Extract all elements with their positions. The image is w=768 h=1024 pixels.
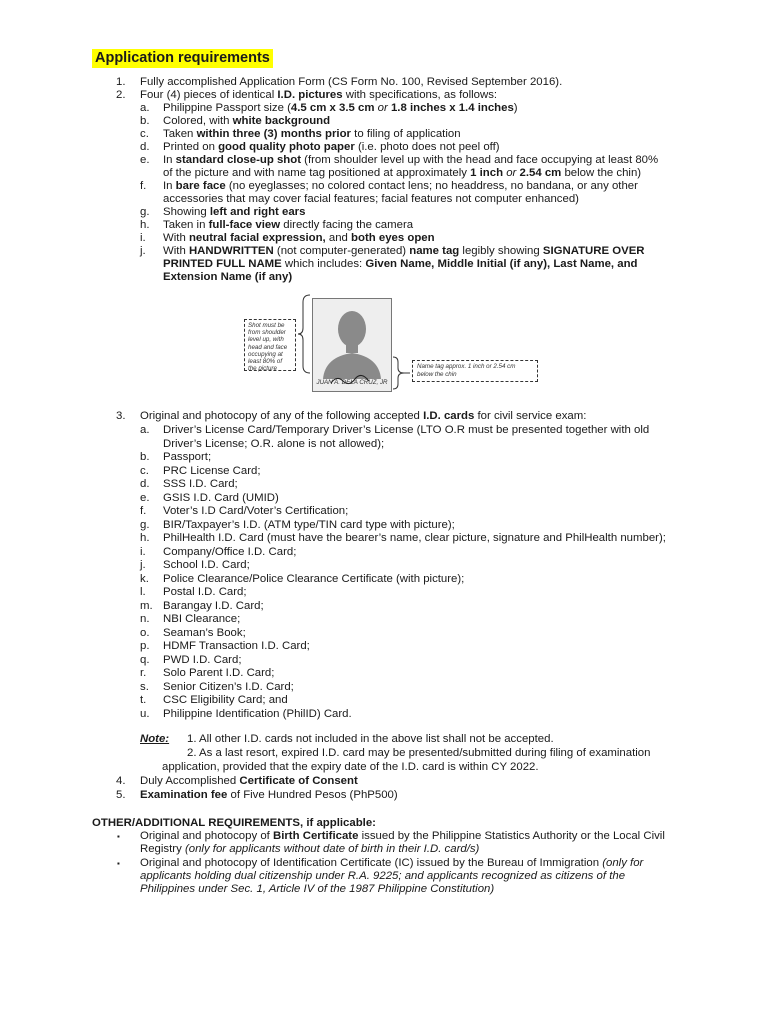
- id-list-letter: e.: [140, 492, 150, 504]
- id-list-item: PRC License Card;: [163, 465, 261, 477]
- id-list-letter: r.: [140, 667, 147, 679]
- id-list-item: Driver’s License; O.R. alone is not allowed);: [163, 438, 385, 450]
- id-list-letter: l.: [140, 586, 146, 598]
- id-list-item: SSS I.D. Card;: [163, 478, 238, 490]
- sub-letter: c.: [140, 128, 149, 140]
- requirement-text: Duly Accomplished Certificate of Consent: [140, 775, 358, 787]
- id-list-item: Senior Citizen’s I.D. Card;: [163, 681, 294, 693]
- requirement-text: Four (4) pieces of identical I.D. pictures with specifications, as follows:: [140, 89, 498, 101]
- id-list-item: NBI Clearance;: [163, 613, 241, 625]
- other-requirement: Original and photocopy of Identification Certificate (IC) issued by the Bureau of Immigration (only for: [140, 857, 644, 869]
- bullet-icon: ▪: [117, 832, 120, 841]
- id-list-item: School I.D. Card;: [163, 559, 250, 571]
- sub-letter: f.: [140, 180, 147, 192]
- id-list-item: Philippine Identification (PhilID) Card.: [163, 708, 352, 720]
- id-list-letter: j.: [140, 559, 146, 571]
- right-brace-icon: [392, 356, 410, 390]
- sub-item: Printed on good quality photo paper (i.e. photo does not peel off): [163, 141, 500, 153]
- sub-item: Philippine Passport size (4.5 cm x 3.5 cm or 1.8 inches x 1.4 inches): [163, 102, 518, 114]
- note-line: application, provided that the expiry date of the I.D. card is within CY 2022.: [162, 761, 539, 773]
- id-list-item: BIR/Taxpayer’s I.D. (ATM type/TIN card type with picture);: [163, 519, 455, 531]
- other-requirement: Original and photocopy of Birth Certificate issued by the Philippine Statistics Authority or the Local Civil: [140, 830, 665, 842]
- name-tag-note-box: Name tag approx. 1 inch or 2.54 cm below the chin: [412, 360, 538, 382]
- sub-letter: a.: [140, 102, 150, 114]
- id-photo-illustration: [240, 294, 550, 396]
- sub-item-continued: Extension Name (if any): [163, 271, 293, 283]
- sub-item: In bare face (no eyeglasses; no colored contact lens; no headdress, no bandana, or any other: [163, 180, 638, 192]
- sub-letter: d.: [140, 141, 150, 153]
- id-list-letter: c.: [140, 465, 149, 477]
- sub-item-continued: PRINTED FULL NAME which includes: Given Name, Middle Initial (if any), Last Name, and: [163, 258, 638, 270]
- note-label: Note:: [140, 733, 170, 745]
- requirement-text: Fully accomplished Application Form (CS Form No. 100, Revised September 2016).: [140, 76, 563, 88]
- item-number: 1.: [116, 76, 126, 88]
- signature-name: JUAN A. DELA CRUZ, JR: [316, 379, 388, 386]
- id-list-item: CSC Eligibility Card; and: [163, 694, 288, 706]
- id-list-letter: i.: [140, 546, 146, 558]
- sub-letter: j.: [140, 245, 146, 257]
- silhouette-icon: [313, 299, 391, 391]
- item-number: 4.: [116, 775, 126, 787]
- id-list-item: Seaman’s Book;: [163, 627, 246, 639]
- sub-letter: b.: [140, 115, 150, 127]
- id-list-item: Passport;: [163, 451, 212, 463]
- id-list-letter: h.: [140, 532, 150, 544]
- id-list-item: Voter’s I.D Card/Voter’s Certification;: [163, 505, 349, 517]
- other-requirement-continued: Philippines under Sec. 1, Article IV of the 1987 Philippine Constitution): [140, 883, 495, 895]
- other-requirement-continued: Registry (only for applicants without date of birth in their I.D. card/s): [140, 843, 480, 855]
- id-list-letter: u.: [140, 708, 150, 720]
- sub-item: In standard close-up shot (from shoulder level up with the head and face occupying at least 80%: [163, 154, 659, 166]
- sub-item-continued: of the picture and with name tag positioned at approximately 1 inch or 2.54 cm below the chin): [163, 167, 642, 179]
- sub-item: Taken in full-face view directly facing the camera: [163, 219, 414, 231]
- id-list-letter: k.: [140, 573, 149, 585]
- id-list-item: Police Clearance/Police Clearance Certificate (with picture);: [163, 573, 465, 585]
- id-list-item: PWD I.D. Card;: [163, 654, 242, 666]
- requirement-text: Original and photocopy of any of the following accepted I.D. cards for civil service exam:: [140, 410, 587, 422]
- id-list-item: Driver’s License Card/Temporary Driver’s License (LTO O.R must be presented together with old: [163, 424, 650, 436]
- id-list-letter: d.: [140, 478, 150, 490]
- sample-photo: [312, 298, 392, 392]
- id-list-item: Solo Parent I.D. Card;: [163, 667, 275, 679]
- id-list-letter: a.: [140, 424, 150, 436]
- id-list-letter: p.: [140, 640, 150, 652]
- sub-item: With HANDWRITTEN (not computer-generated) name tag legibly showing SIGNATURE OVER: [163, 245, 645, 257]
- sub-item: Showing left and right ears: [163, 206, 306, 218]
- sub-item-continued: accessories that may cover facial features; facial features not computer enhanced): [163, 193, 579, 205]
- sub-item: Colored, with white background: [163, 115, 331, 127]
- sub-letter: h.: [140, 219, 150, 231]
- other-requirement-continued: applicants holding dual citizenship under R.A. 9225; and applicants recognized as citizens of the: [140, 870, 626, 882]
- id-list-item: PhilHealth I.D. Card (must have the bearer’s name, clear picture, signature and PhilHealth number);: [163, 532, 666, 544]
- id-list-letter: b.: [140, 451, 150, 463]
- id-list-item: Barangay I.D. Card;: [163, 600, 264, 612]
- note-line: 1. All other I.D. cards not included in the above list shall not be accepted.: [187, 733, 554, 745]
- item-number: 5.: [116, 789, 126, 801]
- shot-note-box: Shot must be from shoulder level up, with head and face occupying at least 80% of the picture: [244, 319, 296, 371]
- id-list-letter: t.: [140, 694, 147, 706]
- page-title: Application requirements: [92, 49, 273, 68]
- item-number: 2.: [116, 89, 126, 101]
- sub-letter: g.: [140, 206, 150, 218]
- id-list-letter: n.: [140, 613, 150, 625]
- id-list-letter: s.: [140, 681, 149, 693]
- id-list-item: GSIS I.D. Card (UMID): [163, 492, 279, 504]
- sub-letter: i.: [140, 232, 146, 244]
- id-list-item: Company/Office I.D. Card;: [163, 546, 297, 558]
- other-requirements-heading: OTHER/ADDITIONAL REQUIREMENTS, if applicable:: [92, 817, 376, 829]
- id-list-letter: g.: [140, 519, 150, 531]
- note-line: 2. As a last resort, expired I.D. card may be presented/submitted during filing of examination: [187, 747, 651, 759]
- id-list-letter: o.: [140, 627, 150, 639]
- sub-item: Taken within three (3) months prior to filing of application: [163, 128, 461, 140]
- item-number: 3.: [116, 410, 126, 422]
- id-list-letter: q.: [140, 654, 150, 666]
- id-list-item: HDMF Transaction I.D. Card;: [163, 640, 310, 652]
- bullet-icon: ▪: [117, 859, 120, 868]
- id-list-item: Postal I.D. Card;: [163, 586, 247, 598]
- id-list-letter: f.: [140, 505, 147, 517]
- left-brace-icon: [297, 294, 311, 374]
- requirement-text: Examination fee of Five Hundred Pesos (PhP500): [140, 789, 398, 801]
- id-list-letter: m.: [140, 600, 153, 612]
- sub-item: With neutral facial expression, and both eyes open: [163, 232, 435, 244]
- sub-letter: e.: [140, 154, 150, 166]
